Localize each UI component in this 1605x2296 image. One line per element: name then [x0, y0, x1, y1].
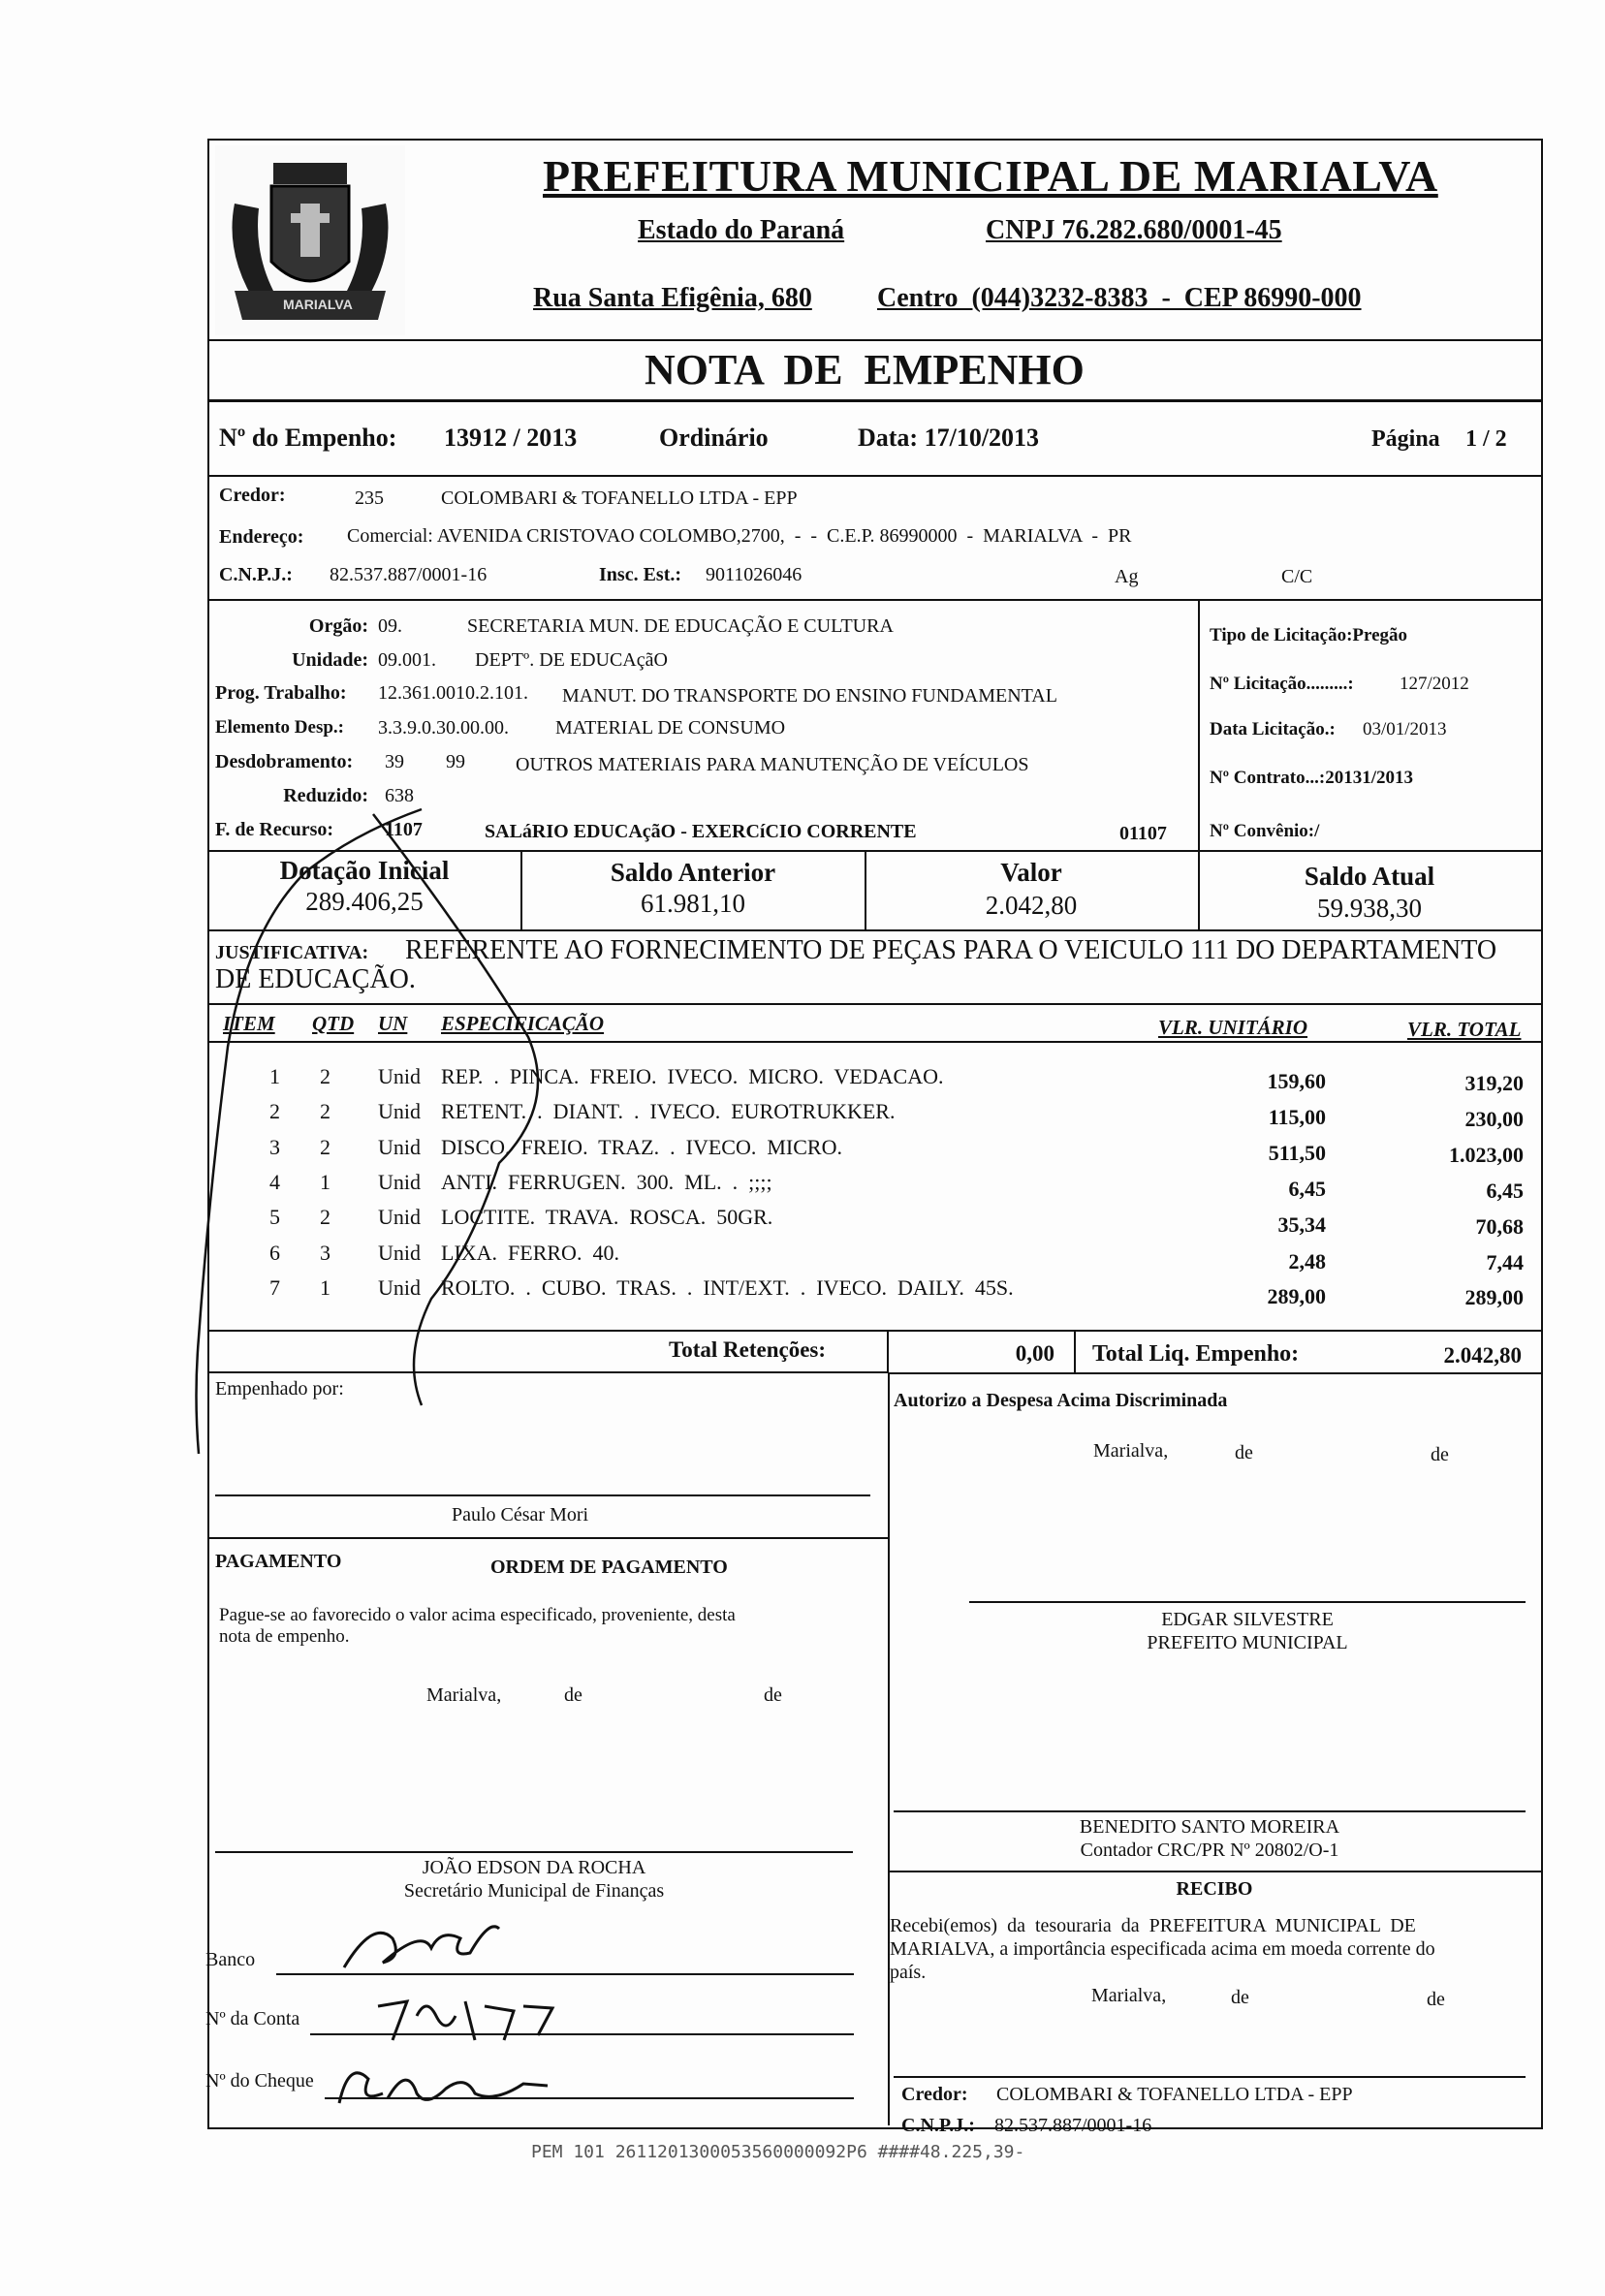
totals-divider-right	[888, 1372, 1541, 1374]
banco-label: Banco	[205, 1949, 256, 1970]
credor-cnpj-label: C.N.P.J.:	[219, 564, 293, 585]
prog-code: 12.361.0010.2.101.	[378, 682, 528, 704]
prefeito-name: EDGAR SILVESTRE	[1161, 1609, 1334, 1630]
item-number: 7	[269, 1275, 280, 1300]
col-qtd: QTD	[312, 1012, 355, 1035]
page-label: Página	[1371, 426, 1440, 452]
municipality-cnpj: CNPJ 76.282.680/0001-45	[986, 215, 1282, 245]
unidade-label: Unidade:	[292, 649, 368, 671]
recibo-place: Marialva,	[1091, 1985, 1167, 2006]
valor-label: Valor	[1000, 858, 1062, 887]
empenho-label: Nº do Empenho:	[219, 424, 397, 452]
orgao-name: SECRETARIA MUN. DE EDUCAÇÃO E CULTURA	[467, 615, 894, 637]
item-description: DISCO. FREIO. TRAZ. . IVECO. MICRO.	[441, 1135, 842, 1159]
title-divider	[207, 399, 1541, 402]
document-title: NOTA DE EMPENHO	[645, 346, 1085, 393]
lower-splitter	[888, 1372, 890, 2125]
empenho-date: Data: 17/10/2013	[858, 424, 1040, 452]
col-unit-value: VLR. UNITÁRIO	[1158, 1016, 1308, 1039]
credor-name: COLOMBARI & TOFANELLO LTDA - EPP	[441, 488, 798, 509]
recibo-de-2: de	[1427, 1989, 1445, 2010]
recibo-text-2: MARIALVA, a importância especificada acima em moeda corrente do	[890, 1938, 1435, 1960]
col-total-value: VLR. TOTAL	[1407, 1018, 1522, 1041]
totals-sep-1	[887, 1330, 889, 1372]
credor-label: Credor:	[219, 485, 286, 506]
unidade-code: 09.001.	[378, 649, 436, 671]
item-total: 1.023,00	[1449, 1143, 1524, 1167]
item-unit-price: 115,00	[1268, 1105, 1326, 1129]
pagamento-text-2: nota de empenho.	[219, 1626, 350, 1647]
header-divider	[207, 339, 1541, 341]
credor-divider	[207, 599, 1541, 601]
item-unit-price: 2,48	[1288, 1249, 1326, 1274]
recibo-signature-line	[894, 2076, 1526, 2078]
item-description: ROLTO. . CUBO. TRAS. . INT/EXT. . IVECO. DAILY. 45S.	[441, 1275, 1014, 1300]
col-un: UN	[378, 1012, 408, 1035]
elemento-label: Elemento Desp.:	[215, 717, 344, 738]
dotacao-label: Dotação Inicial	[279, 856, 450, 885]
justificativa-line-1: REFERENTE AO FORNECIMENTO DE PEÇAS PARA O VEICULO 111 DO DEPARTAMENTO	[405, 935, 1497, 965]
item-unit: Unid	[378, 1170, 421, 1194]
empenho-number: 13912 / 2013	[444, 424, 578, 452]
pagamento-de-1: de	[564, 1684, 582, 1706]
secretario-signature-line	[215, 1851, 853, 1853]
autorizo-label: Autorizo a Despesa Acima Discriminada	[894, 1390, 1228, 1411]
saldo-anterior-label: Saldo Anterior	[610, 858, 776, 887]
recibo-text-1: Recebi(emos) da tesouraria da PREFEITURA MUNICIPAL DE	[890, 1915, 1416, 1936]
autorizo-de-1: de	[1235, 1442, 1253, 1463]
crest-banner-text: MARIALVA	[283, 297, 353, 312]
item-unit-price: 289,00	[1267, 1284, 1326, 1308]
recurso-code: 1107	[385, 819, 423, 840]
item-qty: 2	[320, 1099, 330, 1123]
elemento-name: MATERIAL DE CONSUMO	[555, 717, 786, 739]
recibo-cnpj: 82.537.887/0001-16	[994, 2115, 1152, 2136]
credor-cnpj: 82.537.887/0001-16	[330, 564, 488, 585]
col-especificacao: ESPECIFICAÇÃO	[441, 1012, 605, 1035]
state-name: Estado do Paraná	[638, 215, 845, 245]
orgao-label: Orgão:	[308, 615, 368, 637]
saldo-anterior-value: 61.981,10	[641, 889, 745, 918]
recurso-number: 01107	[1119, 823, 1167, 844]
cheque-label: Nº do Cheque	[205, 2070, 314, 2092]
desdobramento-a: 39	[385, 751, 404, 772]
item-description: LOCTITE. TRAVA. ROSCA. 50GR.	[441, 1205, 773, 1229]
contador-role: Contador CRC/PR Nº 20802/O-1	[1080, 1840, 1339, 1861]
pagamento-divider	[207, 1537, 888, 1539]
totals-sep-2	[1074, 1330, 1076, 1372]
valor-value: 2.042,80	[985, 891, 1078, 920]
empenhado-signature-line	[215, 1494, 870, 1496]
account-label: C/C	[1281, 566, 1313, 587]
item-qty: 2	[320, 1135, 330, 1159]
item-number: 2	[269, 1099, 280, 1123]
recibo-cnpj-label: C.N.P.J.:	[901, 2115, 975, 2136]
item-unit: Unid	[378, 1135, 421, 1159]
item-total: 70,68	[1475, 1214, 1524, 1239]
item-qty: 2	[320, 1205, 330, 1229]
licitacao-number-label: Nº Licitação.........:	[1210, 674, 1354, 694]
insc-label: Insc. Est.:	[599, 564, 682, 585]
autorizo-place: Marialva,	[1093, 1440, 1169, 1462]
item-qty: 1	[320, 1170, 330, 1194]
item-unit: Unid	[378, 1205, 421, 1229]
desdobramento-name: OUTROS MATERIAIS PARA MANUTENÇÃO DE VEÍCULOS	[516, 754, 1029, 775]
item-unit: Unid	[378, 1064, 421, 1088]
total-retencoes-label: Total Retenções:	[669, 1337, 827, 1362]
licitacao-date-label: Data Licitação.:	[1210, 719, 1336, 739]
handwritten-signature-cheque	[330, 2055, 552, 2113]
recibo-de-1: de	[1231, 1987, 1249, 2008]
empenhado-label: Empenhado por:	[215, 1378, 344, 1400]
empenhado-name: Paulo César Mori	[452, 1504, 589, 1525]
item-description: LIXA. FERRO. 40.	[441, 1241, 619, 1265]
item-total: 319,20	[1464, 1071, 1524, 1095]
item-number: 4	[269, 1170, 280, 1194]
col-item: ITEM	[223, 1012, 275, 1035]
justificativa-label: JUSTIFICATIVA:	[215, 942, 369, 963]
pagamento-place: Marialva,	[426, 1684, 502, 1706]
recibo-credor-label: Credor:	[901, 2084, 968, 2105]
credor-code: 235	[355, 488, 384, 509]
prog-label: Prog. Trabalho:	[215, 682, 347, 704]
pagamento-label: PAGAMENTO	[215, 1551, 342, 1572]
item-unit-price: 35,34	[1277, 1212, 1326, 1237]
prefeito-signature-line	[969, 1601, 1526, 1603]
handwritten-signature-banco	[334, 1909, 509, 1977]
desdobramento-label: Desdobramento:	[215, 751, 354, 772]
address-label: Endereço:	[219, 526, 304, 548]
ordem-pagamento-label: ORDEM DE PAGAMENTO	[490, 1557, 728, 1578]
orgao-code: 09.	[378, 615, 402, 637]
reduzido-value: 638	[385, 785, 414, 806]
recibo-credor-name: COLOMBARI & TOFANELLO LTDA - EPP	[996, 2084, 1353, 2105]
item-number: 3	[269, 1135, 280, 1159]
autorizo-de-2: de	[1431, 1444, 1449, 1465]
licitacao-type: Tipo de Licitação:Pregão	[1210, 625, 1408, 645]
insc-value: 9011026046	[706, 564, 802, 585]
reduzido-label: Reduzido:	[283, 785, 368, 806]
item-description: REP. . PINCA. FREIO. IVECO. MICRO. VEDACAO.	[441, 1064, 944, 1088]
licitacao-number: 127/2012	[1400, 674, 1469, 694]
licitacao-date: 03/01/2013	[1363, 719, 1447, 739]
saldo-atual-label: Saldo Atual	[1304, 862, 1435, 891]
item-description: ANTI. FERRUGEN. 300. ML. . ;;;;	[441, 1170, 772, 1194]
unidade-name: DEPTº. DE EDUCAçãO	[475, 649, 668, 671]
desdobramento-b: 99	[446, 751, 465, 772]
item-unit: Unid	[378, 1099, 421, 1123]
pagamento-text-1: Pague-se ao favorecido o valor acima especificado, proveniente, desta	[219, 1605, 736, 1625]
page-number: 1 / 2	[1465, 426, 1507, 452]
municipality-title: PREFEITURA MUNICIPAL DE MARIALVA	[543, 151, 1438, 201]
item-total: 7,44	[1486, 1250, 1524, 1274]
item-qty: 3	[320, 1241, 330, 1265]
empenho-divider	[207, 475, 1541, 477]
recibo-label: RECIBO	[1176, 1878, 1253, 1900]
item-qty: 2	[320, 1064, 330, 1088]
saldo-atual-value: 59.938,30	[1317, 894, 1422, 923]
conta-label: Nº da Conta	[205, 2008, 300, 2029]
item-unit-price: 6,45	[1288, 1177, 1326, 1201]
elemento-code: 3.3.9.0.30.00.00.	[378, 717, 509, 739]
prefeito-role: PREFEITO MUNICIPAL	[1147, 1632, 1348, 1653]
justificativa-line-2: DE EDUCAÇÃO.	[215, 964, 416, 994]
total-retencoes-value: 0,00	[1015, 1341, 1054, 1366]
street-address: Rua Santa Efigênia, 680	[533, 283, 812, 313]
handwritten-strike-mark	[179, 795, 615, 1473]
contrato-number	[1210, 768, 1413, 789]
item-number: 1	[269, 1064, 280, 1088]
item-number: 5	[269, 1205, 280, 1229]
convenio-number: Nº Convênio:/	[1210, 821, 1320, 841]
total-liquido-value: 2.042,80	[1443, 1343, 1522, 1368]
dotacao-value: 289.406,25	[305, 887, 424, 916]
recurso-label: F. de Recurso:	[215, 819, 334, 840]
total-liquido-label: Total Liq. Empenho:	[1092, 1341, 1300, 1367]
item-unit: Unid	[378, 1241, 421, 1265]
item-description: RETENT. . DIANT. . IVECO. EUROTRUKKER.	[441, 1099, 896, 1123]
contact-info: Centro (044)3232-8383 - CEP 86990-000	[877, 283, 1362, 313]
footer-code: PEM 101 2611201300053560000092P6 ####48.225,39-	[531, 2142, 1025, 2162]
item-total: 230,00	[1464, 1107, 1524, 1131]
contador-signature-line	[894, 1810, 1526, 1812]
item-qty: 1	[320, 1275, 330, 1300]
contador-name: BENEDITO SANTO MOREIRA	[1079, 1816, 1340, 1838]
recurso-name: SALáRIO EDUCAçãO - EXERCíCIO CORRENTE	[485, 821, 917, 842]
municipal-crest	[215, 145, 405, 335]
item-unit-price: 511,50	[1268, 1141, 1326, 1165]
credor-address: Comercial: AVENIDA CRISTOVAO COLOMBO,2700, - - C.E.P. 86990000 - MARIALVA - PR	[347, 525, 1132, 547]
handwritten-signature-conta	[368, 1987, 562, 2045]
item-total: 6,45	[1486, 1179, 1524, 1203]
secretario-role: Secretário Municipal de Finanças	[403, 1880, 665, 1902]
recibo-divider	[888, 1871, 1541, 1872]
item-total: 289,00	[1464, 1285, 1524, 1309]
licitacao-separator	[1198, 599, 1200, 851]
agency-label: Ag	[1115, 566, 1139, 587]
prog-name: MANUT. DO TRANSPORTE DO ENSINO FUNDAMENTAL	[562, 685, 1057, 707]
pagamento-de-2: de	[764, 1684, 782, 1706]
item-unit-price: 159,60	[1267, 1069, 1326, 1093]
contrato-text: Nº Contrato...:20131/2013	[1210, 768, 1413, 788]
secretario-name: JOÃO EDSON DA ROCHA	[422, 1857, 646, 1878]
item-number: 6	[269, 1241, 280, 1265]
item-unit: Unid	[378, 1275, 421, 1300]
empenho-type: Ordinário	[659, 424, 769, 452]
recibo-text-3: país.	[890, 1962, 927, 1983]
